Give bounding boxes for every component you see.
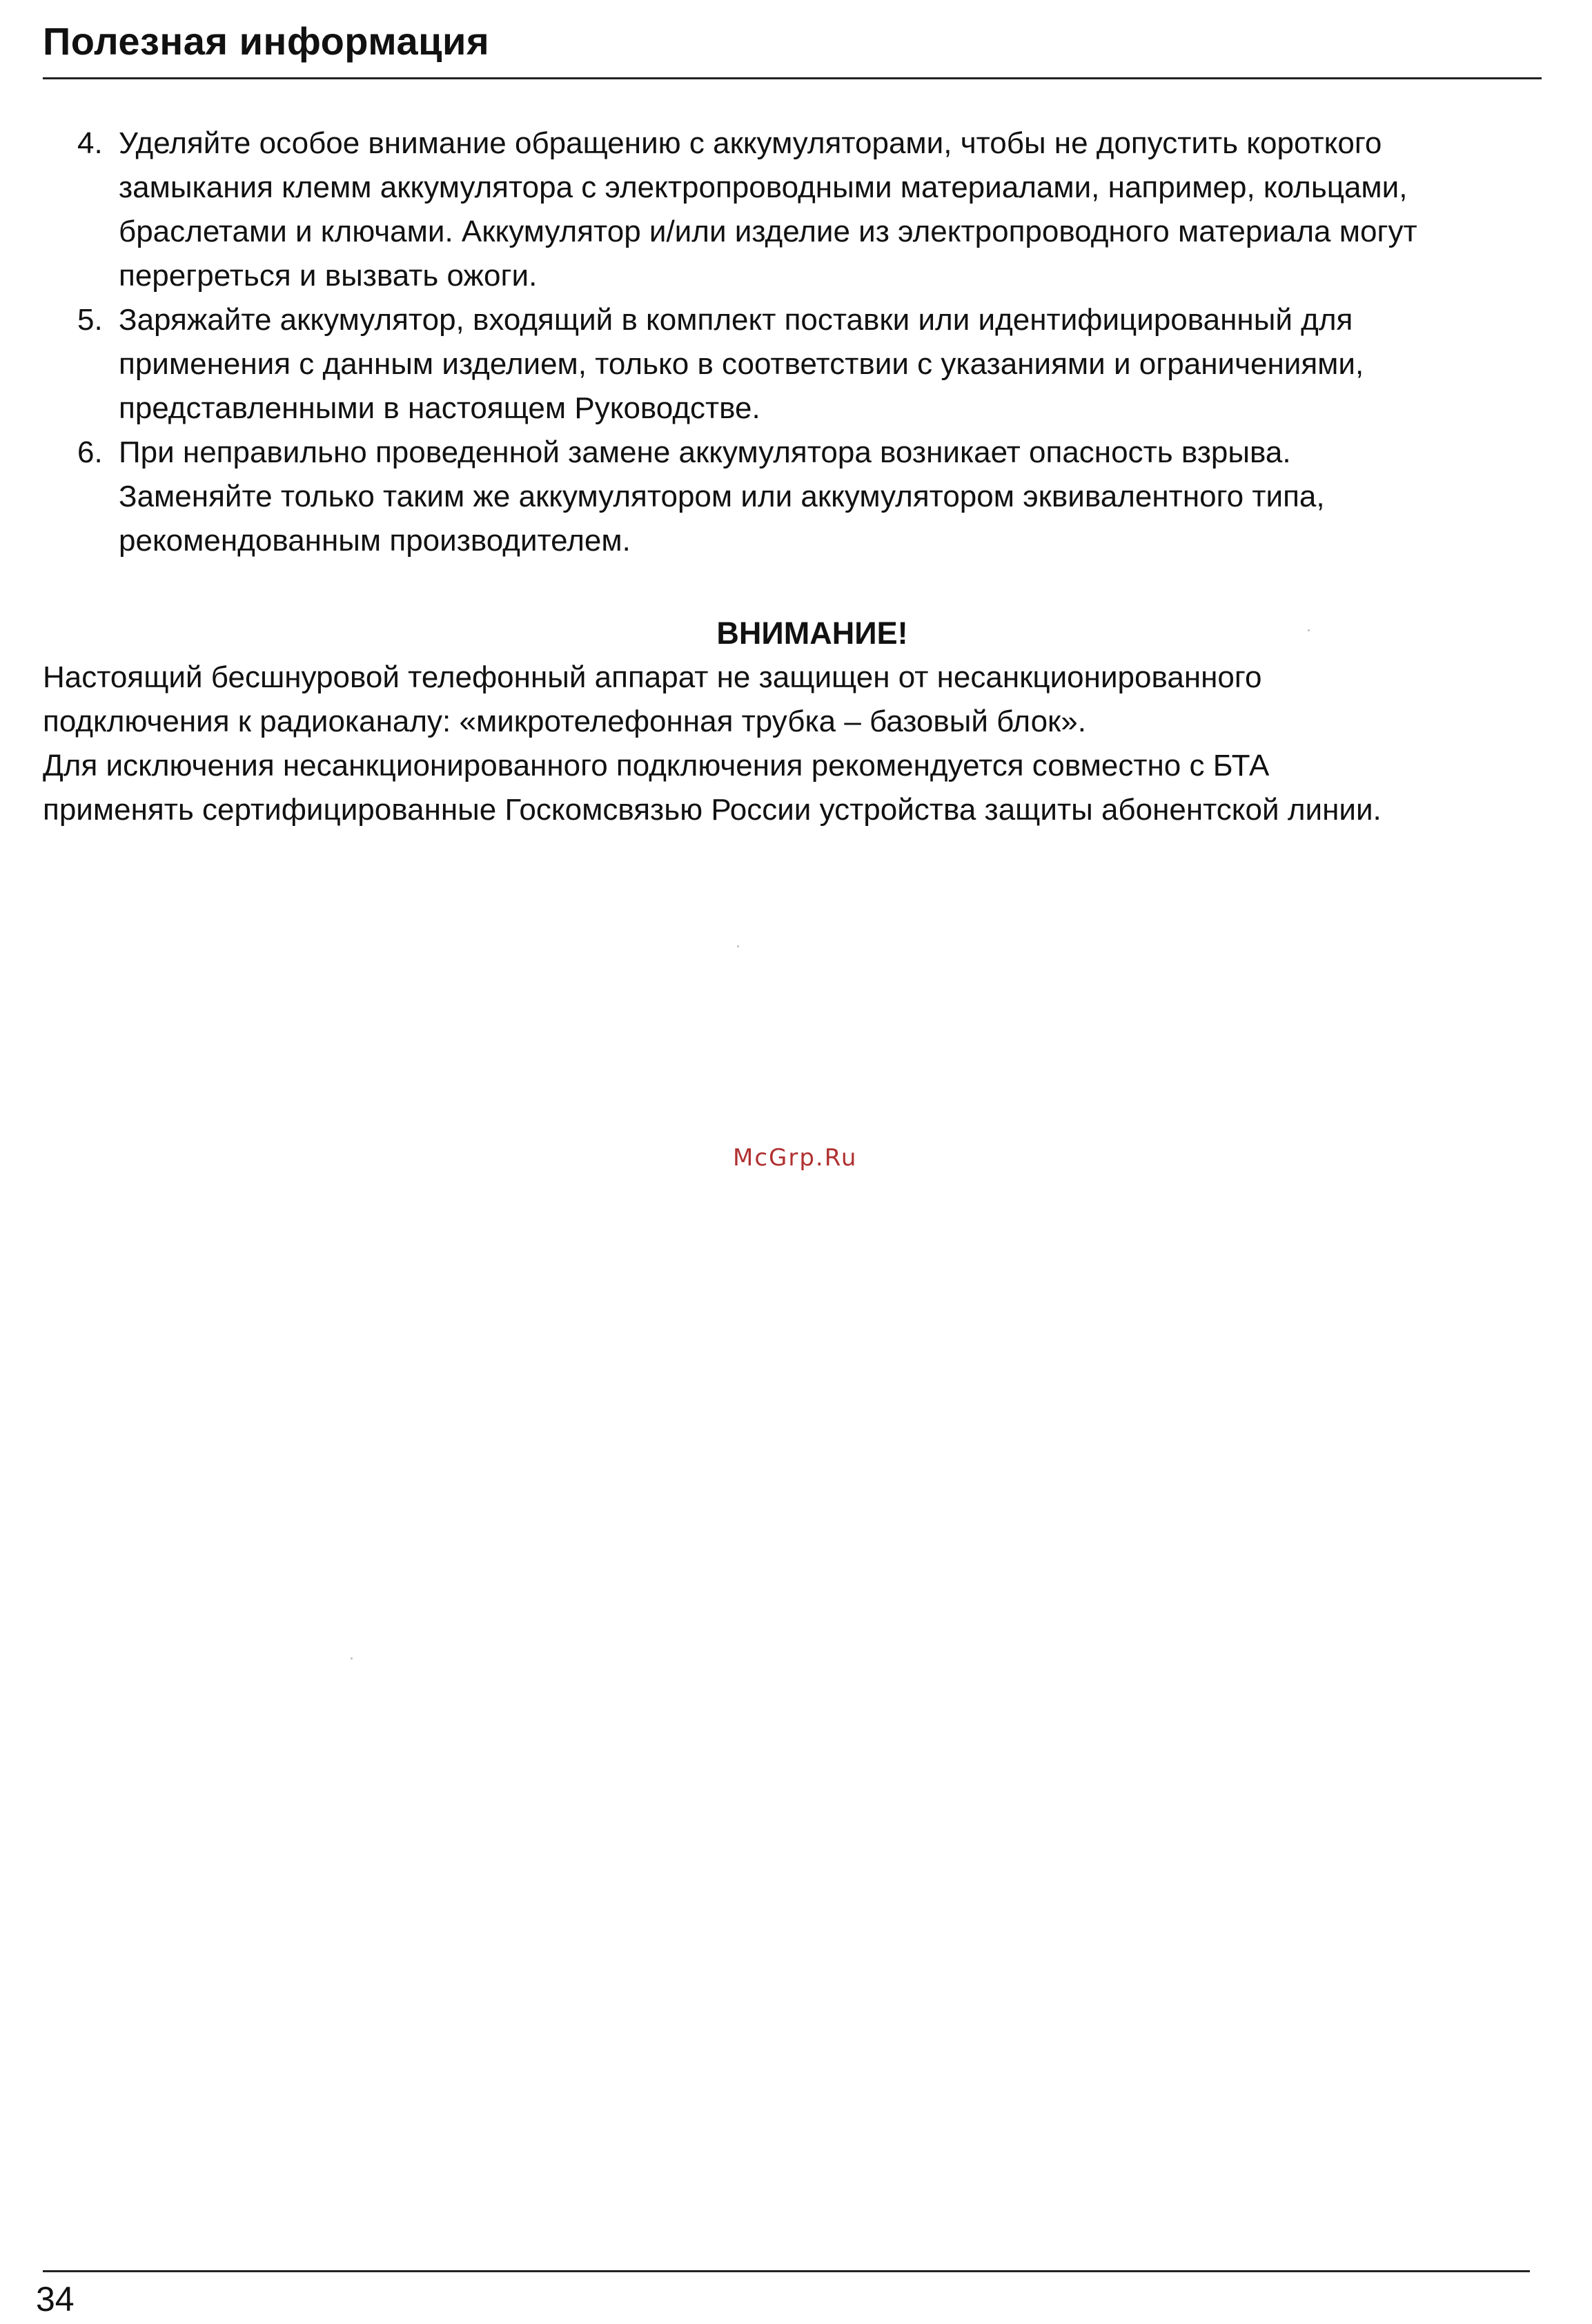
list-item-line: Заменяйте только таким же аккумулятором или аккумулятором эквивалентного типа,	[119, 480, 1325, 513]
list-item	[43, 431, 1540, 563]
scan-speck	[351, 1657, 353, 1660]
list-item-line: рекомендованным производителем.	[119, 524, 631, 558]
warning-line: Настоящий бесшнуровой телефонный аппарат не защищен от несанкционированного	[43, 660, 1262, 694]
list-item	[43, 121, 1540, 298]
list-item-line: перегреться и вызвать ожоги.	[119, 259, 538, 293]
watermark: McGrp.Ru	[733, 1144, 858, 1172]
list-item-number: 4.	[77, 126, 103, 160]
footer-divider	[43, 2270, 1530, 2272]
warning-line: подключения к радиоканалу: «микротелефонная трубка – базовый блок».	[43, 705, 1086, 738]
list-item-line: браслетами и ключами. Аккумулятор и/или изделие из электропроводного материала могут	[119, 215, 1417, 248]
warning-heading: ВНИМАНИЕ!	[716, 616, 908, 651]
list-item-number: 5.	[77, 303, 103, 337]
list-item-line: применения с данным изделием, только в соответствии с указаниями и ограничениями,	[119, 347, 1364, 381]
list-item-number: 6.	[77, 435, 103, 469]
list-item-line: Заряжайте аккумулятор, входящий в комплект поставки или идентифицированный для	[119, 303, 1353, 337]
list-item-line: представленными в настоящем Руководстве.	[119, 391, 760, 425]
page-content	[43, 121, 1540, 832]
page-header	[43, 15, 1540, 68]
list-item-line: Уделяйте особое внимание обращению с аккумуляторами, чтобы не допустить короткого	[119, 126, 1382, 160]
safety-list	[43, 121, 1540, 563]
list-item-line: При неправильно проведенной замене аккумулятора возникает опасность взрыва.	[119, 435, 1291, 469]
list-item-line: замыкания клемм аккумулятора с электропроводными материалами, например, кольцами,	[119, 170, 1408, 204]
warning-line: применять сертифицированные Госкомсвязью России устройства защиты абонентской линии.	[43, 793, 1382, 827]
page-number: 34	[36, 2280, 75, 2318]
scan-speck	[737, 945, 739, 947]
list-item	[43, 298, 1540, 431]
header-divider	[43, 77, 1542, 79]
page-title: Полезная информация	[43, 19, 490, 63]
scan-speck	[1308, 629, 1310, 631]
warning-text	[43, 656, 1540, 832]
warning-line: Для исключения несанкционированного подключения рекомендуется совместно с БТА	[43, 749, 1270, 782]
